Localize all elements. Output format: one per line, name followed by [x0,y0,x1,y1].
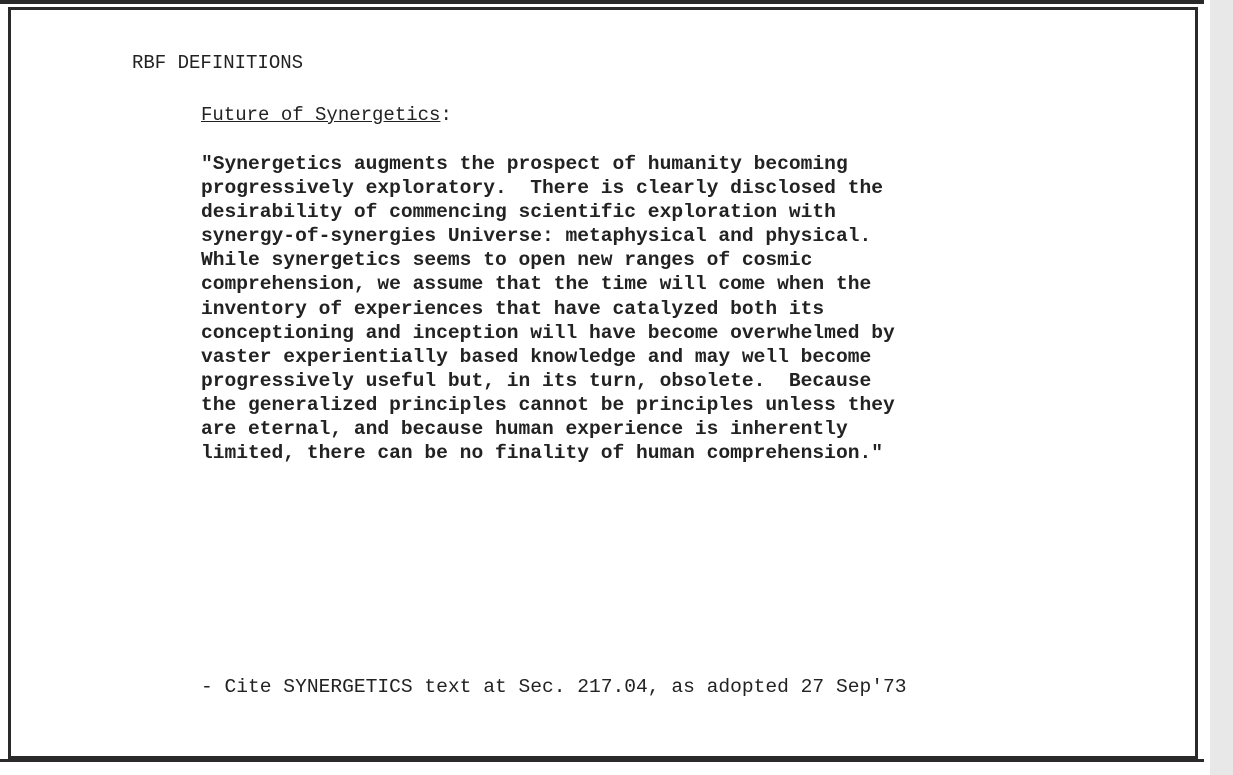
quote-line: are eternal, and because human experience is inherently [201,418,848,441]
quote-line: synergy-of-synergies Universe: metaphysical and physical. [201,225,872,248]
quote-line: inventory of experiences that have catalyzed both its [201,297,825,320]
quote-line: desirability of commencing scientific exploration with [201,201,836,224]
definition-title-text: Future of Synergetics [201,104,441,126]
definition-quote [201,152,1101,465]
definition-title-colon: : [440,104,452,126]
quote-line: the generalized principles cannot be principles unless they [201,393,895,416]
quote-line: vaster experientially based knowledge and may well become [201,345,872,368]
quote-line: conceptioning and inception will have become overwhelmed by [201,321,895,344]
quote-line: progressively exploratory. There is clearly disclosed the [201,177,883,200]
document-heading: RBF DEFINITIONS [132,52,304,74]
quote-line: progressively useful but, in its turn, obsolete. Because [201,369,872,392]
page-margin [1210,0,1233,775]
quote-line: While synergetics seems to open new ranges of cosmic [201,249,813,272]
definition-title [201,104,452,126]
next-card-edge [0,759,1204,775]
quote-line: "Synergetics augments the prospect of humanity becoming [201,153,848,175]
citation-line: - Cite SYNERGETICS text at Sec. 217.04, as adopted 27 Sep'73 [201,676,907,698]
quote-line: comprehension, we assume that the time will come when the [201,273,872,296]
quote-line: limited, there can be no finality of human comprehension." [201,442,883,465]
card-top-edge [0,0,1204,4]
